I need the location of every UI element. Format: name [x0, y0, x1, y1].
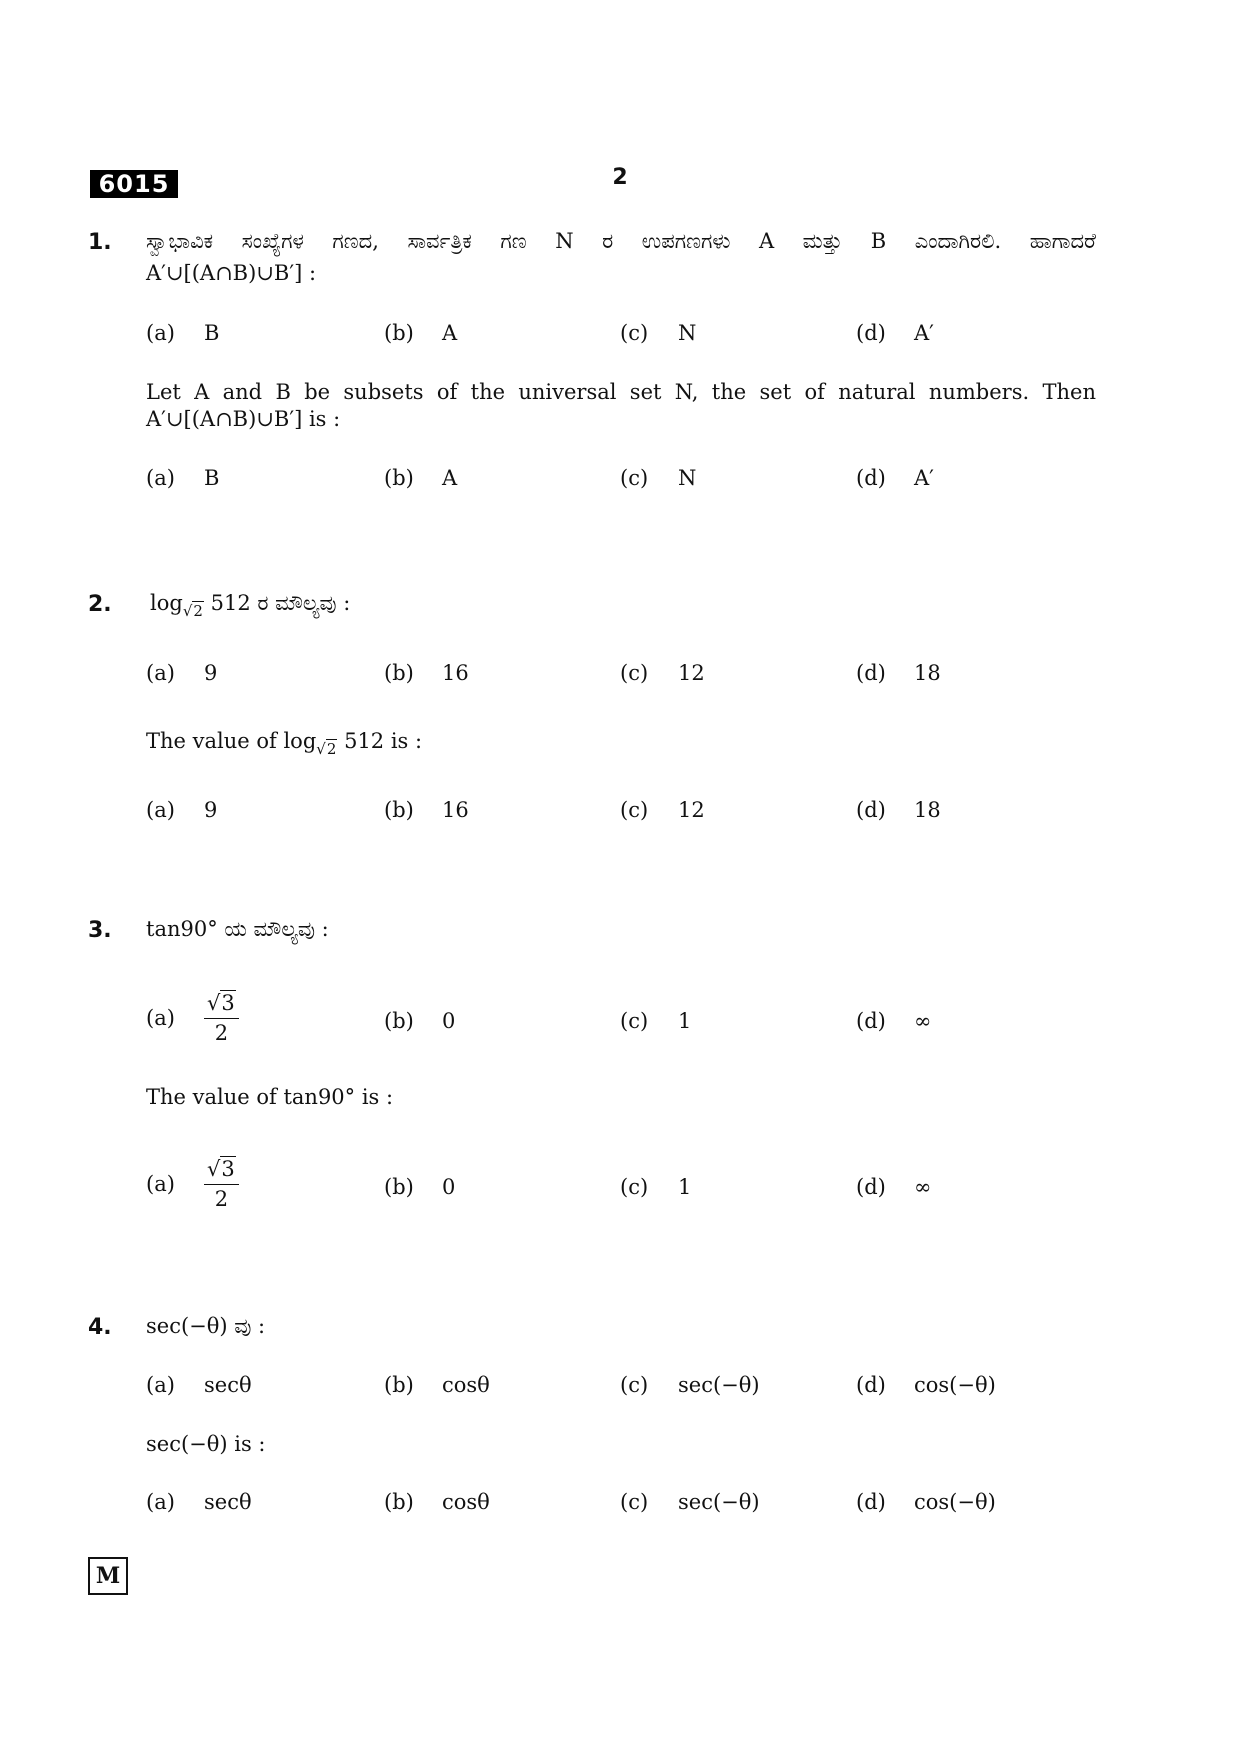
q1-kn-option-a: (a) B — [146, 321, 220, 345]
footer-m-mark: M — [88, 1557, 128, 1595]
q4-kn-option-a: (a) secθ — [146, 1373, 252, 1397]
q2-kn-option-b: (b) 16 — [384, 661, 469, 685]
q3-en-option-b: (b) 0 — [384, 1175, 456, 1199]
q4-en-option-a: (a) secθ — [146, 1490, 252, 1514]
q3-kn-fraction: $\frac{√3}{2}$ — [204, 990, 239, 1047]
q3-kn-option-c: (c) 1 — [620, 1009, 692, 1033]
q1-en-option-d: (d) A′ — [856, 466, 934, 490]
q3-en-option-d: (d) ∞ — [856, 1175, 932, 1199]
q1-en-option-b: (b) A — [384, 466, 458, 490]
question-3-kannada: tan90° ಯ ಮೌಲ್ಯವು : — [146, 917, 329, 941]
q4-en-option-d: (d) cos(−θ) — [856, 1490, 996, 1514]
question-2-number: 2. — [88, 592, 112, 617]
q3-kn-option-a: (a) $\frac{√3}{2}$ — [146, 990, 239, 1047]
q4-en-option-c: (c) sec(−θ) — [620, 1490, 760, 1514]
q3-kn-option-d: (d) ∞ — [856, 1009, 932, 1033]
question-4-kannada: sec(−θ) ವು : — [146, 1314, 266, 1338]
q2-en-option-b: (b) 16 — [384, 798, 469, 822]
q2-en-option-a: (a) 9 — [146, 798, 218, 822]
q1-kn-option-c: (c) N — [620, 321, 697, 345]
q3-en-option-c: (c) 1 — [620, 1175, 692, 1199]
question-1-number: 1. — [88, 230, 112, 255]
question-1-english-line1: Let A and B be subsets of the universal set N, the set of natural numbers. Then — [146, 380, 1096, 404]
q2-kn-option-a: (a) 9 — [146, 661, 218, 685]
q4-kn-option-b: (b) cosθ — [384, 1373, 490, 1397]
question-2-kannada: $\log_{√2} 512$ ರ ಮೌಲ್ಯವು : — [150, 591, 351, 620]
q1-kn-option-b: (b) A — [384, 321, 458, 345]
q4-en-option-b: (b) cosθ — [384, 1490, 490, 1514]
question-1-english-line2: A′∪[(A∩B)∪B′] is : — [146, 407, 341, 431]
question-4-english: sec(−θ) is : — [146, 1432, 266, 1456]
page-number: 2 — [612, 165, 628, 190]
q3-en-fraction: $\frac{√3}{2}$ — [204, 1156, 239, 1213]
question-3-english: The value of tan90° is : — [146, 1085, 394, 1109]
q2-kn-option-c: (c) 12 — [620, 661, 705, 685]
q3-en-option-a: (a) $\frac{√3}{2}$ — [146, 1156, 239, 1213]
q1-en-option-c: (c) N — [620, 466, 697, 490]
question-2-english: The value of $\log_{√2} 512$ is : — [146, 729, 423, 758]
q1-en-option-a: (a) B — [146, 466, 220, 490]
q4-kn-option-d: (d) cos(−θ) — [856, 1373, 996, 1397]
question-3-number: 3. — [88, 918, 112, 943]
q2-kn-option-d: (d) 18 — [856, 661, 941, 685]
question-4-number: 4. — [88, 1315, 112, 1340]
q2-en-option-d: (d) 18 — [856, 798, 941, 822]
q3-kn-option-b: (b) 0 — [384, 1009, 456, 1033]
question-1-kannada-line1: ಸ್ವಾಭಾವಿಕ ಸಂಖ್ಯೆಗಳ ಗಣದ, ಸಾರ್ವತ್ರಿಕ ಗಣ N ರ ಉಪಗಣಗಳು A ಮತ್ತು B ಎಂದಾಗಿರಲಿ. ಹಾಗಾದರೆ — [146, 229, 1096, 253]
paper-code-badge: 6015 — [90, 170, 178, 198]
q1-kn-option-d: (d) A′ — [856, 321, 934, 345]
q4-kn-option-c: (c) sec(−θ) — [620, 1373, 760, 1397]
question-1-kannada-line2: A′∪[(A∩B)∪B′] : — [146, 261, 317, 285]
q2-en-option-c: (c) 12 — [620, 798, 705, 822]
